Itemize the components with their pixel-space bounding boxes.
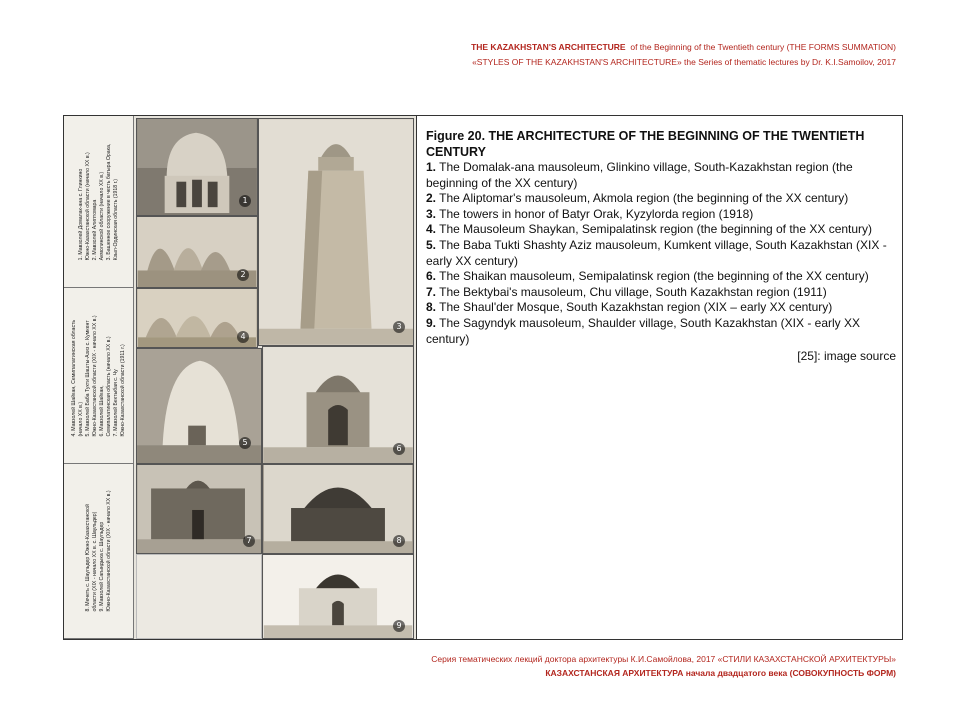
caption-line: области (XIX - начало XX в. с. Шаульдер) bbox=[91, 511, 98, 612]
figure-item-text: The Baba Tukti Shashty Aziz mausoleum, Kumkent village, South Kazakhstan (XIX - early XX century) bbox=[426, 237, 887, 268]
footer-line-2: КАЗАХСТАНСКАЯ АРХИТЕКТУРА начала двадцатого века (СОВОКУПНОСТЬ ФОРМ) bbox=[545, 668, 896, 678]
figure-item bbox=[426, 316, 896, 347]
portal-mausoleum-illustration bbox=[263, 347, 413, 463]
caption-strip-2-text bbox=[71, 315, 127, 436]
figure-item bbox=[426, 238, 896, 269]
figure-item-number: 5. bbox=[426, 237, 437, 252]
caption-line: Южно-Казахстанской области (XIX - начало XX в.) bbox=[105, 490, 112, 612]
figure-item bbox=[426, 300, 896, 316]
figure-item-text: The Mausoleum Shaykan, Semipalatinsk region (the beginning of the XX century) bbox=[436, 222, 873, 237]
photo-8-shaulder-mosque bbox=[262, 464, 414, 554]
mosque-illustration bbox=[263, 465, 413, 553]
caption-line: 6. Мавзолей Шайкан, bbox=[98, 384, 105, 437]
caption-line: 7. Мавзолей Бектыбая с. Чу bbox=[112, 368, 119, 437]
photo-number-2: 2 bbox=[237, 269, 249, 281]
caption-line: Южно-Казахстанской области (XIX - начало XX в.) bbox=[91, 314, 98, 437]
figure-item-number: 8. bbox=[426, 300, 437, 315]
caption-line: Южно-Казахстанской области (начало XX в.) bbox=[84, 151, 91, 260]
caption-line: 1. Мавзолей Домалак-ана с. Глинкино bbox=[77, 168, 84, 260]
caption-line: 8. Мечеть с. Шаульдер Южно-Казахстанской bbox=[84, 504, 91, 612]
figure-item bbox=[426, 160, 896, 191]
header-title: THE KAZAKHSTAN'S ARCHITECTURE bbox=[471, 42, 626, 52]
tower-illustration bbox=[259, 119, 413, 345]
figure-item-text: The Aliptomar's mausoleum, Akmola region (the beginning of the XX century) bbox=[436, 191, 849, 206]
header-line-2: «STYLES OF THE KAZAKHSTAN'S ARCHITECTURE» the Series of thematic lectures by Dr. K.I.Samoilov, 2017 bbox=[472, 57, 896, 67]
photo-2-aliptomar bbox=[136, 216, 258, 288]
photo-3-batyr-orak-tower bbox=[258, 118, 414, 346]
photo-number-1: 1 bbox=[239, 195, 251, 207]
figure-item bbox=[426, 285, 896, 301]
photo-5-baba-tukti bbox=[136, 348, 262, 464]
photo-6-shaikan bbox=[262, 346, 414, 464]
photo-7-bektybai bbox=[136, 464, 262, 554]
caption-line: Акмолинской области (начало XX в.) bbox=[98, 171, 105, 260]
slide-frame bbox=[63, 115, 903, 640]
caption-line: Южно-Казахстанской области (1911 г.) bbox=[119, 343, 126, 437]
figure-items-list bbox=[426, 160, 896, 347]
figure-item-text: The Sagyndyk mausoleum, Shaulder village, South Kazakhstan (XIX - early XX century) bbox=[426, 315, 861, 346]
header-subtitle: of the Beginning of the Twentieth century (THE FORMS SUMMATION) bbox=[630, 42, 896, 52]
footer-line-1: Серия тематических лекций доктора архитектуры К.И.Самойлова, 2017 «СТИЛИ КАЗАХСТАНСКОЙ АРХИТЕКТУРЫ» bbox=[431, 654, 896, 664]
figure-item-number: 3. bbox=[426, 206, 437, 221]
figure-item-number: 7. bbox=[426, 284, 437, 299]
caption-line: 4. Мавзолей Шайкан, Семипалатинская область bbox=[70, 319, 77, 437]
caption-strip-2 bbox=[64, 288, 134, 464]
page-header bbox=[471, 40, 896, 70]
caption-line: 3. Башенное сооружение в честь батыра Орака, bbox=[105, 143, 112, 260]
photo-1-domalak-ana bbox=[136, 118, 258, 216]
caption-line: Семипалатинская область (начало XX в.) bbox=[105, 335, 112, 437]
figure-item-number: 2. bbox=[426, 191, 437, 206]
figure-item bbox=[426, 222, 896, 238]
figure-item-number: 1. bbox=[426, 160, 437, 174]
figure-item-text: The Shaul'der Mosque, South Kazakhstan region (XIX – early XX century) bbox=[436, 300, 833, 315]
caption-strip-3 bbox=[64, 464, 134, 639]
figure-item-number: 9. bbox=[426, 315, 437, 330]
header-line-1 bbox=[471, 40, 896, 55]
image-source: [25]: image source bbox=[797, 349, 896, 364]
caption-line: 5. Мавзолей Баба Тукти Шашты-Азиз с. Кумкент bbox=[84, 319, 91, 437]
figure-title: Figure 20. THE ARCHITECTURE OF THE BEGINNING OF THE TWENTIETH CENTURY bbox=[426, 129, 865, 159]
photo-9-sagyndyk bbox=[262, 554, 414, 639]
photo-number-3: 3 bbox=[393, 321, 405, 333]
photo-number-4: 4 bbox=[237, 331, 249, 343]
figure-item bbox=[426, 207, 896, 223]
photo-number-9: 9 bbox=[393, 620, 405, 632]
photo-number-5: 5 bbox=[239, 437, 251, 449]
photo-number-7: 7 bbox=[243, 535, 255, 547]
caption-line: 2. Мавзолей Алиптомара bbox=[91, 199, 98, 260]
photo-number-6: 6 bbox=[393, 443, 405, 455]
photo-4-shaykan bbox=[136, 288, 258, 348]
figure-item bbox=[426, 269, 896, 285]
caption-strip-3-text bbox=[85, 490, 113, 611]
figure-item-text: The Domalak-ana mausoleum, Glinkino village, South-Kazakhstan region (the beginning of the XX century) bbox=[426, 160, 853, 190]
caption-strip-1-text bbox=[78, 143, 120, 260]
caption-line: Кзыл-Ординская область (1918 г.) bbox=[112, 178, 119, 260]
caption-line: (начало XX в.) bbox=[77, 401, 84, 437]
figure-item-text: The Bektybai's mausoleum, Chu village, South Kazakhstan region (1911) bbox=[436, 284, 827, 299]
figure-item-text: The Shaikan mausoleum, Semipalatinsk region (the beginning of the XX century) bbox=[436, 269, 869, 284]
figure-item-text: The towers in honor of Batyr Orak, Kyzylorda region (1918) bbox=[436, 206, 754, 221]
figure-caption-block bbox=[426, 128, 896, 365]
figure-item-number: 4. bbox=[426, 222, 437, 237]
white-mausoleum-illustration bbox=[263, 555, 413, 638]
page-footer bbox=[431, 652, 896, 680]
figure-item bbox=[426, 191, 896, 207]
photo-blank-panel bbox=[136, 554, 262, 639]
figure-item-number: 6. bbox=[426, 269, 437, 284]
caption-line: 9. Мавзолей Сагындыка с. Шаульдер bbox=[98, 521, 105, 612]
figure-photo-collage bbox=[64, 116, 417, 639]
caption-strip-1 bbox=[64, 116, 134, 288]
photo-number-8: 8 bbox=[393, 535, 405, 547]
